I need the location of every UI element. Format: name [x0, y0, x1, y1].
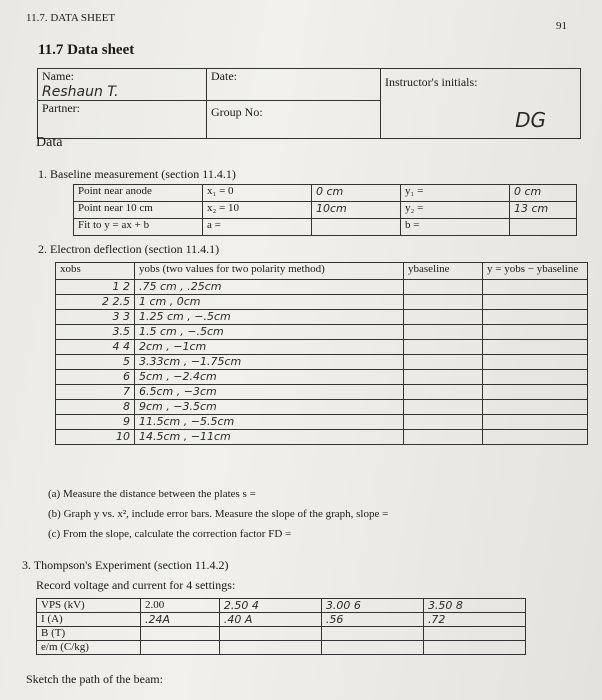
table-row [56, 430, 588, 445]
thompson-value-cell [321, 627, 423, 641]
thompson-value-cell: .40 A [219, 613, 321, 627]
name-label: Name: [42, 69, 74, 83]
group-label: Group No: [211, 105, 263, 119]
xobs-cell: 3.5 [56, 325, 135, 340]
thompson-value-cell [423, 627, 525, 641]
xobs-cell: 10 [56, 430, 135, 445]
thompson-value-cell: .24A [141, 613, 220, 627]
yobs-cell: 1.5 cm , −.5cm [135, 325, 404, 340]
running-header: 11.7. DATA SHEET [26, 12, 116, 24]
y-diff-cell [483, 355, 588, 370]
question-c: (c) From the slope, calculate the correction factor FD = [48, 528, 292, 540]
thompson-value-cell: .72 [423, 613, 525, 627]
thompson-row-label: I (A) [37, 613, 141, 627]
xobs-cell: 9 [56, 415, 135, 430]
xobs-cell: 4 4 [56, 340, 135, 355]
baseline-x: a = [203, 219, 312, 236]
ybaseline-cell [404, 370, 483, 385]
baseline-label: Fit to y = ax + b [74, 219, 203, 236]
y-diff-cell [483, 400, 588, 415]
xobs-cell: 2 2.5 [56, 295, 135, 310]
baseline-y: b = [401, 219, 510, 236]
ybaseline-cell [404, 355, 483, 370]
table-row [56, 400, 588, 415]
xobs-cell: 8 [56, 400, 135, 415]
baseline-y: y₂ = [401, 202, 510, 219]
sketch-label: Sketch the path of the beam: [26, 672, 163, 686]
ybaseline-cell [404, 415, 483, 430]
yobs-cell: 1 cm , 0cm [135, 295, 404, 310]
thompson-row-label: e/m (C/kg) [37, 641, 141, 655]
yobs-cell: 6.5cm , −3cm [135, 385, 404, 400]
deflection-column-header: y = yobs − ybaseline [483, 263, 588, 280]
ybaseline-cell [404, 280, 483, 295]
ybaseline-cell [404, 325, 483, 340]
table-row [56, 310, 588, 325]
page-number: 91 [556, 20, 567, 32]
deflection-column-header: yobs (two values for two polarity method) [135, 263, 404, 280]
xobs-cell: 7 [56, 385, 135, 400]
table-row [56, 280, 588, 295]
y-diff-cell [483, 430, 588, 445]
info-table [37, 68, 581, 139]
question-b: (b) Graph y vs. x², include error bars. Measure the slope of the graph, slope = [48, 508, 389, 520]
thompson-row-label: VPS (kV) [37, 599, 141, 613]
thompson-row-label: B (T) [37, 627, 141, 641]
ybaseline-cell [404, 295, 483, 310]
thompson-value-cell [219, 627, 321, 641]
yobs-cell: 14.5cm , −11cm [135, 430, 404, 445]
yobs-cell: 2cm , −1cm [135, 340, 404, 355]
y-diff-cell [483, 280, 588, 295]
y-diff-cell [483, 295, 588, 310]
baseline-y-value [510, 219, 577, 236]
data-heading: Data [36, 135, 63, 150]
table-row [56, 325, 588, 340]
yobs-cell: .75 cm , .25cm [135, 280, 404, 295]
thompson-value-cell [423, 641, 525, 655]
xobs-cell: 1 2 [56, 280, 135, 295]
table-row [56, 340, 588, 355]
thompson-value-cell: .56 [321, 613, 423, 627]
thompson-value-cell: 3.50 8 [423, 599, 525, 613]
instructor-initials: DG [515, 108, 546, 132]
y-diff-cell [483, 340, 588, 355]
section3-heading: 3. Thompson's Experiment (section 11.4.2) [22, 558, 229, 572]
baseline-label: Point near 10 cm [74, 202, 203, 219]
baseline-x: x₂ = 10 [203, 202, 312, 219]
deflection-table [55, 262, 588, 445]
thompson-value-cell: 2.00 [141, 599, 220, 613]
thompson-value-cell: 3.00 6 [321, 599, 423, 613]
baseline-x: x₁ = 0 [203, 185, 312, 202]
xobs-cell: 6 [56, 370, 135, 385]
xobs-cell: 3 3 [56, 310, 135, 325]
yobs-cell: 1.25 cm , −.5cm [135, 310, 404, 325]
table-row [56, 370, 588, 385]
name-value: Reshaun T. [42, 84, 119, 100]
baseline-x-value [312, 219, 401, 236]
ybaseline-cell [404, 310, 483, 325]
section1-heading: 1. Baseline measurement (section 11.4.1) [38, 167, 236, 181]
thompson-value-cell [219, 641, 321, 655]
question-a: (a) Measure the distance between the plates s = [48, 488, 256, 500]
table-row [56, 295, 588, 310]
baseline-row [74, 185, 577, 202]
partner-label: Partner: [42, 101, 80, 115]
baseline-x-value: 0 cm [312, 185, 401, 202]
page-title: 11.7 Data sheet [38, 42, 135, 58]
deflection-column-header: ybaseline [404, 263, 483, 280]
thompson-row [37, 599, 526, 613]
thompson-value-cell [141, 641, 220, 655]
yobs-cell: 5cm , −2.4cm [135, 370, 404, 385]
y-diff-cell [483, 385, 588, 400]
y-diff-cell [483, 370, 588, 385]
instructor-label: Instructor's initials: [385, 75, 478, 89]
yobs-cell: 3.33cm , −1.75cm [135, 355, 404, 370]
baseline-table [73, 184, 577, 236]
y-diff-cell [483, 325, 588, 340]
ybaseline-cell [404, 385, 483, 400]
xobs-cell: 5 [56, 355, 135, 370]
table-row [56, 355, 588, 370]
section3-subheading: Record voltage and current for 4 settings: [36, 578, 236, 592]
thompson-row [37, 641, 526, 655]
thompson-value-cell [141, 627, 220, 641]
yobs-cell: 11.5cm , −5.5cm [135, 415, 404, 430]
baseline-x-value: 10cm [312, 202, 401, 219]
thompson-row [37, 627, 526, 641]
table-row [56, 385, 588, 400]
y-diff-cell [483, 415, 588, 430]
section2-heading: 2. Electron deflection (section 11.4.1) [38, 242, 220, 256]
thompson-value-cell [321, 641, 423, 655]
date-label: Date: [211, 69, 237, 83]
deflection-column-header: xobs [56, 263, 135, 280]
ybaseline-cell [404, 430, 483, 445]
ybaseline-cell [404, 400, 483, 415]
baseline-y-value: 0 cm [510, 185, 577, 202]
y-diff-cell [483, 310, 588, 325]
baseline-row [74, 202, 577, 219]
yobs-cell: 9cm , −3.5cm [135, 400, 404, 415]
table-row [56, 415, 588, 430]
baseline-row [74, 219, 577, 236]
ybaseline-cell [404, 340, 483, 355]
baseline-y-value: 13 cm [510, 202, 577, 219]
thompson-table [36, 598, 526, 655]
baseline-y: y₁ = [401, 185, 510, 202]
baseline-label: Point near anode [74, 185, 203, 202]
thompson-value-cell: 2.50 4 [219, 599, 321, 613]
thompson-row [37, 613, 526, 627]
